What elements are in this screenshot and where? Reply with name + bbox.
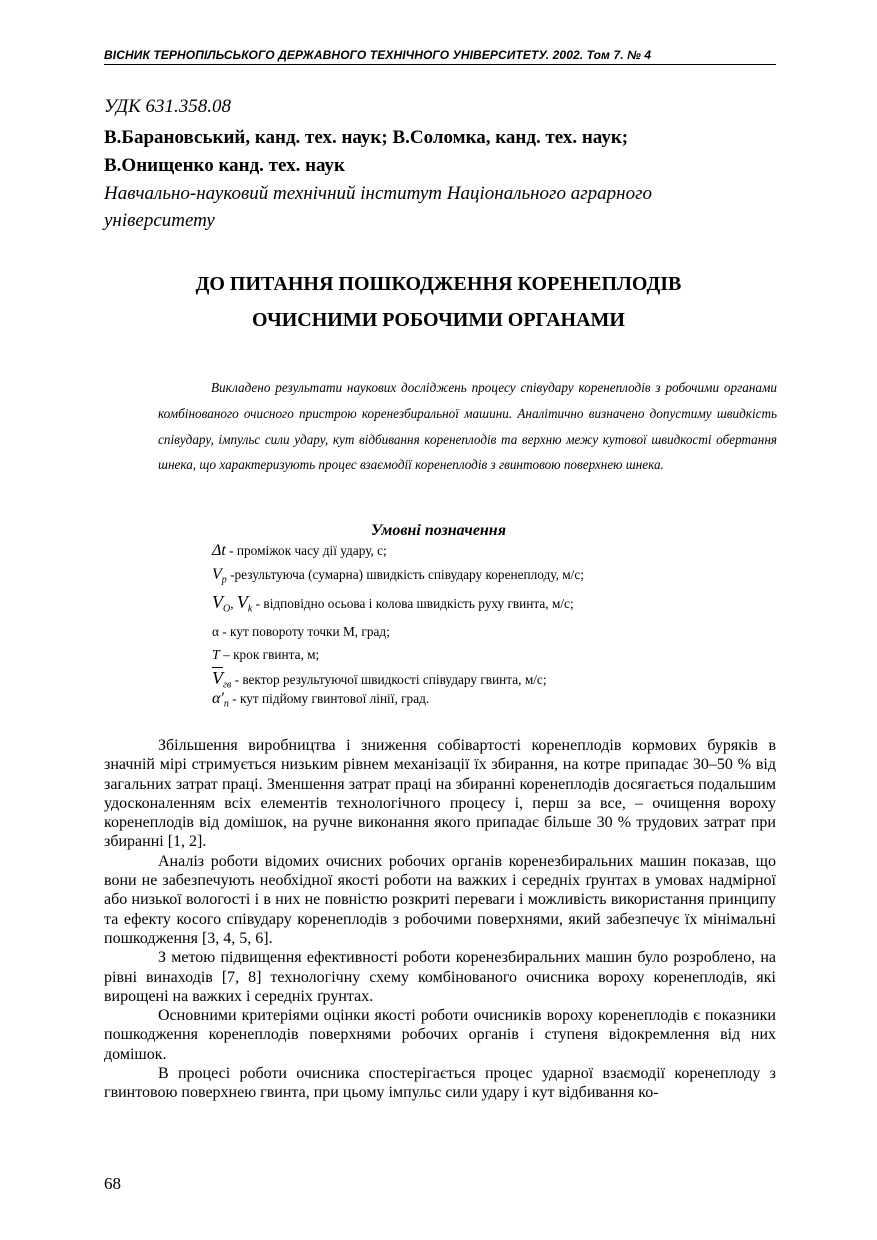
affiliation: Навчально-науковий технічний інститут Національного аграрного університету: [104, 183, 652, 231]
symbol-description: - проміжок часу дії удару, с;: [225, 543, 387, 558]
symbol-description: – крок гвинта, м;: [219, 647, 320, 662]
body-text: [104, 736, 776, 1103]
symbol-item: [212, 624, 390, 640]
symbol-item: [212, 690, 429, 710]
page-number: 68: [104, 1174, 121, 1193]
title-line-1: ДО ПИТАННЯ ПОШКОДЖЕННЯ КОРЕНЕПЛОДІВ: [195, 273, 682, 295]
journal-header: ВІСНИК ТЕРНОПІЛЬСЬКОГО ДЕРЖАВНОГО ТЕХНІЧНОГО УНІВЕРСИТЕТУ. 2002. Том 7. № 4: [104, 48, 776, 65]
symbol-item: [212, 566, 584, 586]
symbol-math: V: [212, 592, 223, 612]
symbol-description: - відповідно осьова і колова швидкість руху гвинта, м/с;: [252, 596, 574, 611]
symbol-math: V: [212, 566, 222, 583]
symbol-subscript-2: k: [247, 603, 253, 615]
symbol-math-2: V: [236, 592, 248, 612]
title-line-2: ОЧИСНИМИ РОБОЧИМИ ОРГАНАМИ: [252, 309, 625, 331]
symbol-description: -результуюча (сумарна) швидкість співудару коренеплоду, м/с;: [226, 567, 584, 582]
symbol-subscript: n: [223, 698, 229, 710]
symbols-heading: Умовні позначення: [371, 522, 506, 539]
paragraph: Аналіз роботи відомих очисних робочих органів коренезбиральних машин показав, що вони не забезпечують необхідної якості роботи на важких і середніх ґрунтах в умовах надмірної або низької вологості і в них не повністю розкриті переваги і можливість використання принципу та ефекту косого співудару коренеплодів з робочими поверхнями, який забезпечує їх мінімальні пошкодження [3, 4, 5, 6].: [104, 852, 776, 947]
symbol-math: T: [212, 648, 220, 663]
symbol-math: α′: [212, 690, 224, 707]
paper-title: [60, 266, 817, 338]
symbol-item: [212, 668, 547, 691]
symbol-item: [212, 542, 387, 560]
symbol-math: α: [212, 624, 219, 639]
paragraph: Збільшення виробництва і зниження собівартості коренеплодів кормових буряків в значній мірі стримується низьким рівнем механізації їх збирання, на котре припадає 30–50 % від загальних затрат праці. Зменшення затрат праці на збиранні коренеплодів досягається подальшим удосконаленням всіх елементів технологічного процесу і, перш за все, – очищення вороху коренеплодів від домішок, на ручне виконання якого припадає більше 30 % трудових затрат при збиранні [1, 2].: [104, 737, 776, 851]
authors-line-2: В.Онищенко канд. тех. наук: [104, 155, 345, 176]
symbol-subscript: гв: [223, 679, 232, 691]
abstract: Викладено результати наукових досліджень процесу співудару коренеплодів з робочими органами комбінованого очисного пристрою коренезбиральної машини. Аналітично визначено допустиму швидкість співудару, імпульс сили удару, кут відбивання коренеплодів та верхню межу кутової швидкості обертання шнека, що характеризують процес взаємодії коренеплодів з гвинтовою поверхнею шнека.: [158, 380, 777, 473]
authors-line-1: В.Барановський, канд. тех. наук; В.Соломка, канд. тех. наук;: [104, 127, 629, 148]
symbol-description: - кут підйому гвинтової лінії, град.: [228, 691, 430, 706]
udk-code: УДК 631.358.08: [104, 96, 231, 117]
symbol-description: - кут повороту точки М, град;: [218, 624, 390, 639]
symbol-subscript: р: [221, 574, 227, 586]
paragraph: В процесі роботи очисника спостерігається процес ударної взаємодії коренеплоду з гвинтовою поверхнею гвинта, при цьому імпульс сили удару і кут відбивання ко-: [104, 1065, 776, 1102]
symbol-description: - вектор результуючої швидкості співудару гвинта, м/с;: [231, 672, 547, 687]
symbol-item: [212, 647, 319, 664]
authors: [104, 124, 784, 180]
symbol-math: $\overline{V}$: [212, 668, 223, 688]
paragraph: З метою підвищення ефективності роботи коренезбиральних машин було розроблено, на рівні винаходів [7, 8] технологічну схему комбінованого очисника вороху коренеплодів, які вирощені на важких і середніх ґрунтах.: [104, 949, 776, 1005]
paragraph: Основними критеріями оцінки якості роботи очисників вороху коренеплодів є показники пошкодження коренеплодів поверхнями робочих органів і ступеня відокремлення від них домішок.: [104, 1007, 776, 1063]
symbol-item: $V_O$, $V_k$ - відповідно осьова і колова швидкість руху гвинта, м/с;: [212, 592, 574, 615]
symbol-subscript: O: [223, 603, 231, 615]
symbol-math: Δt: [212, 542, 226, 559]
